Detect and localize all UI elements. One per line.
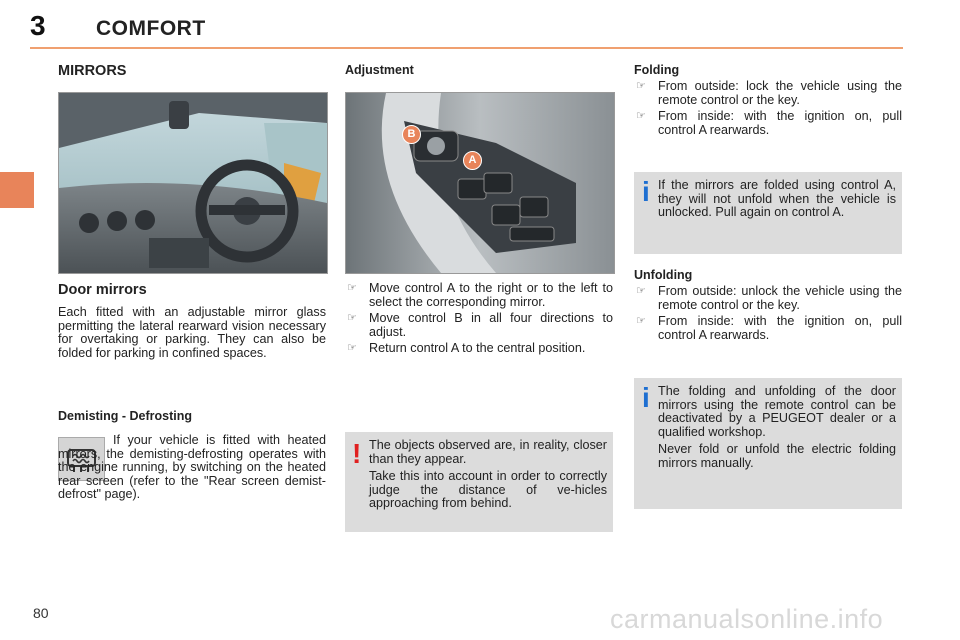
- section-title: MIRRORS: [58, 63, 127, 79]
- mirror-control-photo: [345, 92, 615, 274]
- info-icon: i: [642, 382, 650, 413]
- chapter-side-tab: [0, 172, 34, 208]
- pointing-hand-icon: ☞: [636, 285, 646, 297]
- list-item: ☞ From outside: lock the vehicle using the remote control or the key.: [636, 79, 902, 107]
- folding-title: Folding: [634, 63, 680, 77]
- callout-b: B: [402, 125, 421, 144]
- info-folded-text: If the mirrors are folded using control A, they will not unfold when the vehicle is unlocked. Pull again on control A.: [658, 178, 896, 219]
- watermark: carmanualsonline.info: [610, 604, 884, 634]
- door-mirrors-text: Each fitted with an adjustable mirror glass permitting the lateral rearward vision necessary for overtaking or parking. They can also be folded for parking in confined spaces.: [58, 305, 326, 360]
- list-item: ☞ From inside: with the ignition on, pull control A rearwards.: [636, 314, 902, 342]
- pointing-hand-icon: ☞: [636, 110, 646, 122]
- control-panel-illustration: [346, 93, 614, 273]
- warning-icon: !: [352, 438, 362, 469]
- list-item: ☞ From outside: unlock the vehicle using the remote control or the key.: [636, 284, 902, 312]
- list-item: ☞ Move control A to the right or to the left to select the corresponding mirror.: [347, 281, 613, 309]
- info-box-deactivation: [634, 378, 902, 509]
- page-number: 80: [33, 605, 49, 621]
- warning-text-1: The objects observed are, in reality, closer than they appear.: [369, 438, 607, 466]
- pointing-hand-icon: ☞: [636, 80, 646, 92]
- info-deactivation-text-2: Never fold or unfold the electric folding mirrors manually.: [658, 442, 896, 470]
- info-box-folded: [634, 172, 902, 254]
- chapter-title: COMFORT: [96, 17, 206, 40]
- list-item: ☞ Move control B in all four directions to adjust.: [347, 311, 613, 339]
- warning-box: [345, 432, 613, 532]
- list-item: ☞ Return control A to the central position.: [347, 341, 586, 355]
- pointing-hand-icon: ☞: [636, 315, 646, 327]
- pointing-hand-icon: ☞: [347, 342, 357, 354]
- info-deactivation-text-1: The folding and unfolding of the door mirrors using the remote control can be deactivated by a PEUGEOT dealer or a qualified workshop.: [658, 384, 896, 439]
- car-interior-photo: [58, 92, 328, 274]
- adjustment-title: Adjustment: [345, 63, 414, 77]
- demisting-title: Demisting - Defrosting: [58, 409, 193, 423]
- info-icon: i: [642, 176, 650, 207]
- header-rule: [30, 47, 903, 49]
- door-mirrors-title: Door mirrors: [58, 282, 147, 298]
- folding-list: [634, 80, 902, 140]
- chapter-number: 3: [30, 10, 46, 41]
- callout-a: A: [463, 151, 482, 170]
- unfolding-title: Unfolding: [634, 268, 693, 282]
- warning-text-2: Take this into account in order to correctly judge the distance of ve-hicles approaching from behind.: [369, 469, 607, 510]
- unfolding-list: [634, 285, 902, 345]
- pointing-hand-icon: ☞: [347, 312, 357, 324]
- adjustment-steps: [345, 282, 613, 359]
- pointing-hand-icon: ☞: [347, 282, 357, 294]
- list-item: ☞ From inside: with the ignition on, pull control A rearwards.: [636, 109, 902, 137]
- demisting-text: If your vehicle is fitted with heated mirrors, the demisting-defrosting operates with the engine running, by switching on the heated rear screen (refer to the "Rear screen demist-defrost" page).: [58, 433, 326, 501]
- interior-illustration: [59, 93, 327, 273]
